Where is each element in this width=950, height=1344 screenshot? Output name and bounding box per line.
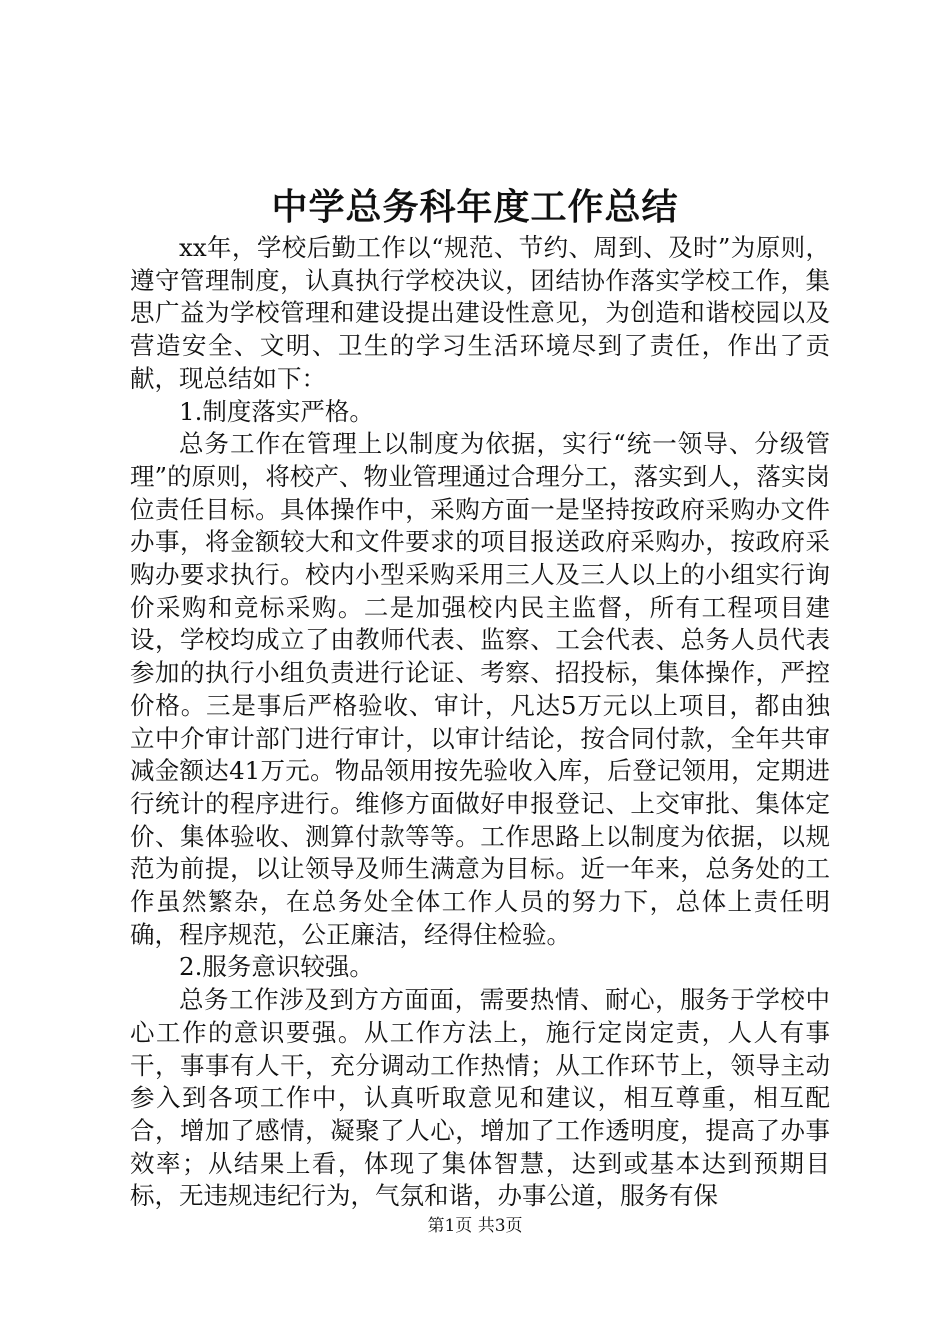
paragraph-intro: xx年，学校后勤工作以“规范、节约、周到、及时”为原则，遵守管理制度，认真执行学校决议，团结协作落实学校工作，集思广益为学校管理和建设提出建设性意见，为创造和谐校园以及营造安全、文明、卫生的学习生活环境尽到了责任，作出了贡献，现总结如下： [130, 233, 830, 393]
document-body [130, 232, 830, 1213]
page-title: 中学总务科年度工作总结 [271, 186, 679, 228]
paragraph-section-1: 总务工作在管理上以制度为依据，实行“统一领导、分级管理”的原则，将校产、物业管理通过合理分工，落实到人，落实岗位责任目标。具体操作中，采购方面一是坚持按政府采购办文件办事，将金额较大和文件要求的项目报送政府采购办，按政府采购办要求执行。校内小型采购采用三人及三人以上的小组实行询价采购和竞标采购。二是加强校内民主监督，所有工程项目建设，学校均成立了由教师代表、监察、工会代表、总务人员代表参加的执行小组负责进行论证、考察、招投标，集体操作，严控价格。三是事后严格验收、审计，凡达5万元以上项目，都由独立中介审计部门进行审计，以审计结论，按合同付款，全年共审减金额达41万元。物品领用按先验收入库，后登记领用，定期进行统计的程序进行。维修方面做好申报登记、上交审批、集体定价、集体验收、测算付款等等。工作思路上以制度为依据，以规范为前提，以让领导及师生满意为目标。近一年来，总务处的工作虽然繁杂，在总务处全体工作人员的努力下，总体上责任明确，程序规范，公正廉洁，经得住检验。 [130, 429, 830, 949]
paragraph-section-2: 总务工作涉及到方方面面，需要热情、耐心，服务于学校中心工作的意识要强。从工作方法上，施行定岗定责，人人有事干，事事有人干，充分调动工作热情；从工作环节上，领导主动参入到各项工作中，认真听取意见和建议，相互尊重，相互配合，增加了感情，凝聚了人心，增加了工作透明度，提高了办事效率；从结果上看，体现了集体智慧，达到或基本达到预期目标，无违规违纪行为，气氛和谐，办事公道，服务有保 [130, 985, 830, 1211]
section-heading-1: 1.制度落实严格。 [179, 396, 374, 426]
page-number-footer: 第1页 共3页 [427, 1216, 523, 1236]
section-heading-2: 2.服务意识较强。 [179, 952, 374, 982]
